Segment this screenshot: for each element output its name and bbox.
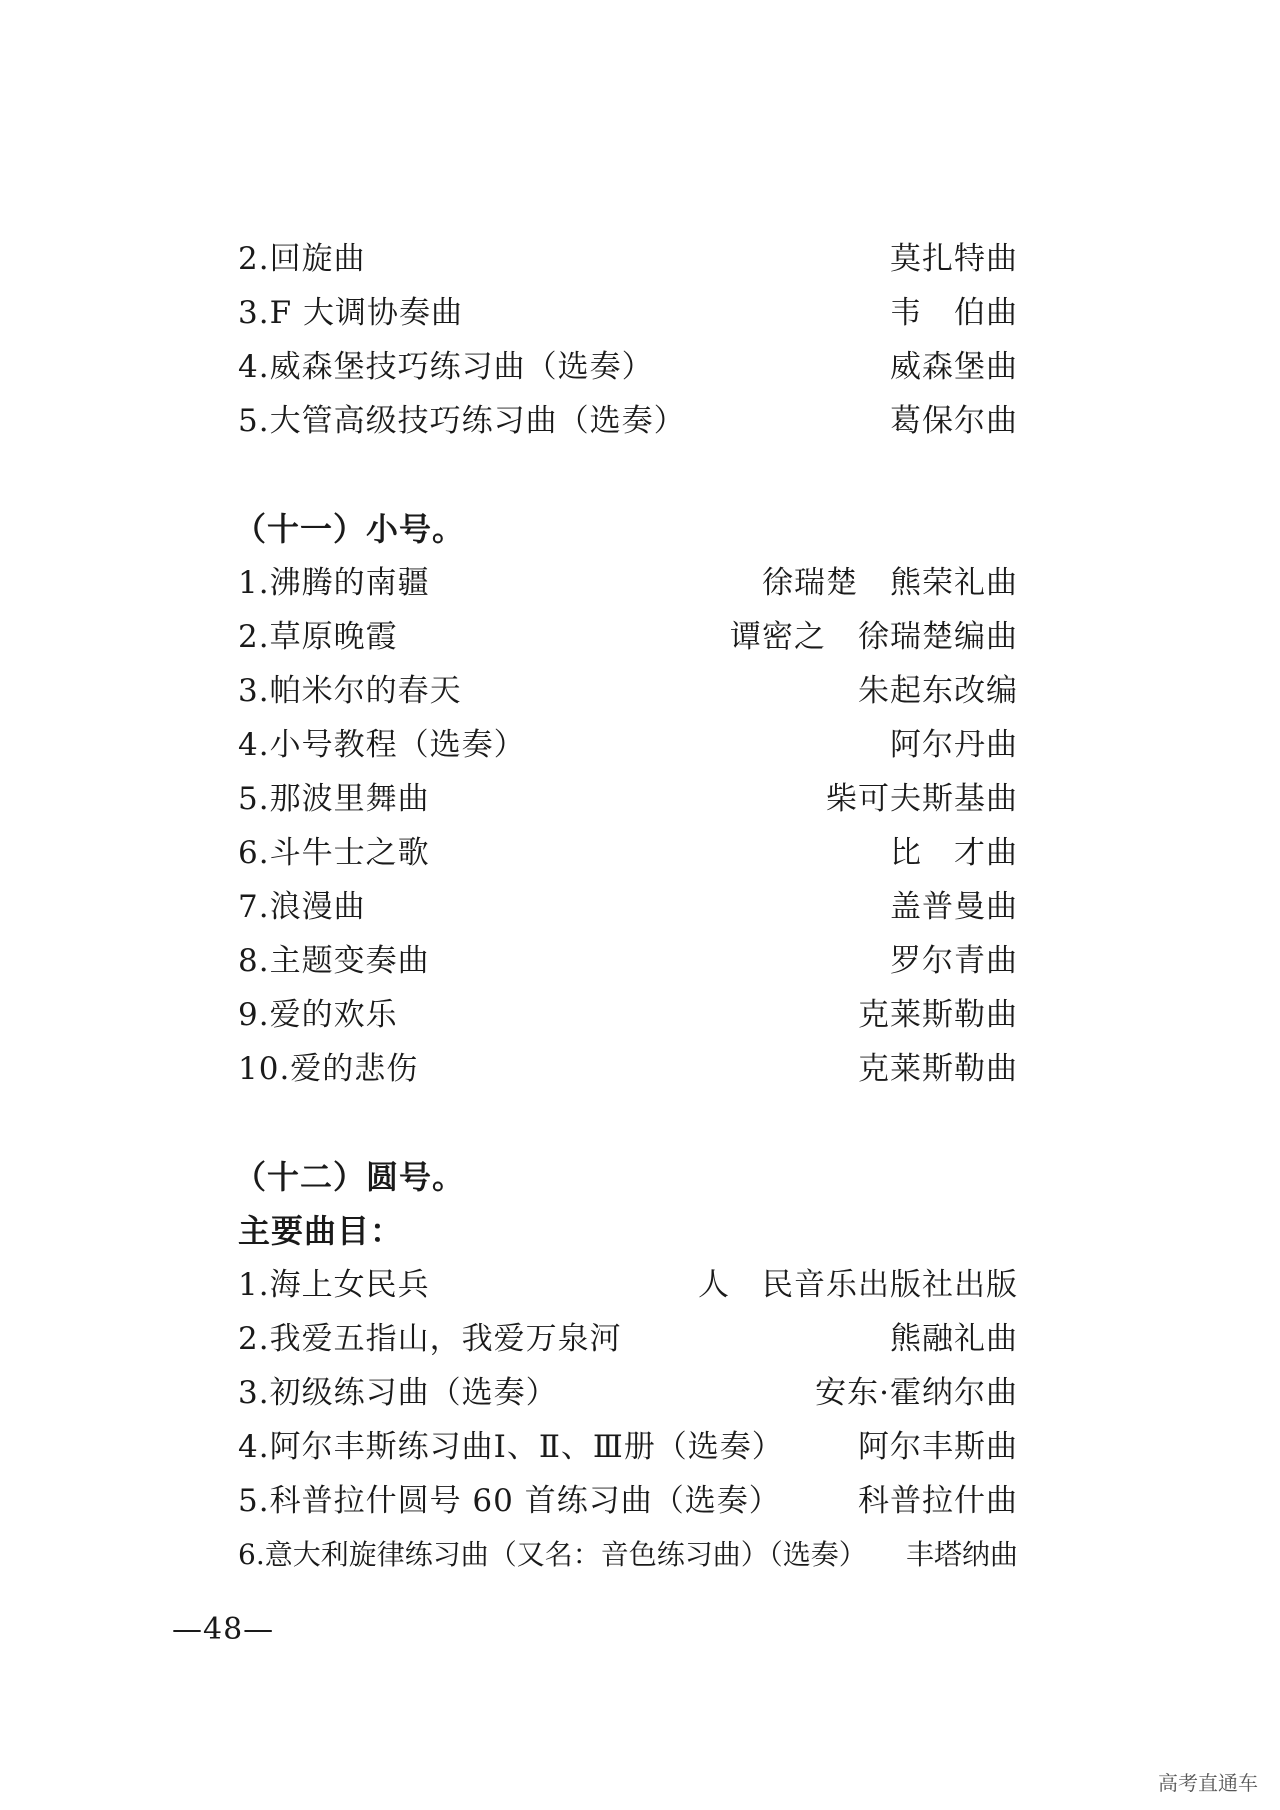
page-number: —48—: [172, 1612, 275, 1647]
piece-composer: 盖普曼曲: [890, 889, 1018, 925]
piece-title: 2.回旋曲: [238, 241, 366, 277]
piece-title: 3.帕米尔的春天: [238, 673, 462, 709]
piece-composer: 熊融礼曲: [890, 1321, 1018, 1357]
list-item: [238, 232, 1018, 286]
list-item: [238, 988, 1018, 1042]
piece-composer: 克莱斯勒曲: [858, 997, 1018, 1033]
piece-title: 4.威森堡技巧练习曲（选奏）: [238, 349, 654, 385]
piece-composer: 威森堡曲: [890, 349, 1018, 385]
piece-title: 4.阿尔丰斯练习曲Ⅰ、Ⅱ、Ⅲ册（选奏）: [238, 1429, 784, 1465]
piece-title: 6.意大利旋律练习曲（又名：音色练习曲）（选奏）: [238, 1538, 867, 1571]
piece-composer: 安东·霍纳尔曲: [815, 1375, 1018, 1411]
piece-composer: 克莱斯勒曲: [858, 1051, 1018, 1087]
list-item: [238, 340, 1018, 394]
list-item: [238, 934, 1018, 988]
list-item: [238, 610, 1018, 664]
list-item: [238, 1528, 1018, 1582]
piece-composer: 科普拉什曲: [858, 1483, 1018, 1519]
piece-composer: 罗尔青曲: [890, 943, 1018, 979]
bassoon-list: [238, 232, 1018, 448]
piece-composer: 丰塔纳曲: [905, 1538, 1018, 1571]
piece-title: 10.爱的悲伤: [238, 1051, 419, 1087]
piece-composer: 阿尔丹曲: [890, 727, 1018, 763]
list-item: [238, 1042, 1018, 1096]
list-item: [238, 664, 1018, 718]
piece-title: 8.主题变奏曲: [238, 943, 430, 979]
section-heading-horn: （十二）圆号。: [234, 1158, 466, 1196]
piece-title: 4.小号教程（选奏）: [238, 727, 526, 763]
piece-title: 7.浪漫曲: [238, 889, 366, 925]
list-item: [238, 1312, 1018, 1366]
piece-title: 5.科普拉什圆号 60 首练习曲（选奏）: [238, 1483, 781, 1519]
horn-list: [238, 1258, 1018, 1582]
list-item: [238, 1366, 1018, 1420]
piece-title: 2.我爱五指山，我爱万泉河: [238, 1321, 622, 1357]
list-item: [238, 1258, 1018, 1312]
piece-title: 1.海上女民兵: [238, 1267, 430, 1303]
piece-title: 9.爱的欢乐: [238, 997, 398, 1033]
piece-title: 5.大管高级技巧练习曲（选奏）: [238, 403, 686, 439]
piece-title: 3.初级练习曲（选奏）: [238, 1375, 558, 1411]
list-item: [238, 1420, 1018, 1474]
section-gap: [238, 448, 1018, 502]
piece-composer: 阿尔丰斯曲: [858, 1429, 1018, 1465]
page-content: [234, 232, 1018, 1582]
section-subheading-repertoire: 主要曲目：: [238, 1212, 404, 1250]
list-item: [238, 286, 1018, 340]
list-item: [238, 718, 1018, 772]
piece-title: 2.草原晚霞: [238, 619, 398, 655]
piece-composer: 比 才曲: [890, 835, 1018, 871]
list-item: [238, 772, 1018, 826]
piece-composer: 谭密之 徐瑞楚编曲: [730, 619, 1018, 655]
section-gap: [238, 1096, 1018, 1150]
list-item: [238, 1474, 1018, 1528]
piece-composer: 柴可夫斯基曲: [826, 781, 1018, 817]
piece-composer: 莫扎特曲: [890, 241, 1018, 277]
section-heading-trumpet: （十一）小号。: [234, 510, 466, 548]
list-item: [238, 556, 1018, 610]
piece-composer: 人 民音乐出版社出版: [698, 1267, 1018, 1303]
piece-title: 1.沸腾的南疆: [238, 565, 430, 601]
piece-title: 6.斗牛士之歌: [238, 835, 430, 871]
list-item: [238, 394, 1018, 448]
piece-composer: 葛保尔曲: [890, 403, 1018, 439]
piece-composer: 朱起东改编: [858, 673, 1018, 709]
list-item: [238, 880, 1018, 934]
list-item: [238, 826, 1018, 880]
piece-composer: 韦 伯曲: [890, 295, 1018, 331]
watermark-text: 高考直通车: [1158, 1771, 1258, 1795]
piece-title: 3.F 大调协奏曲: [238, 295, 463, 331]
piece-composer: 徐瑞楚 熊荣礼曲: [762, 565, 1018, 601]
trumpet-list: [238, 556, 1018, 1096]
piece-title: 5.那波里舞曲: [238, 781, 430, 817]
